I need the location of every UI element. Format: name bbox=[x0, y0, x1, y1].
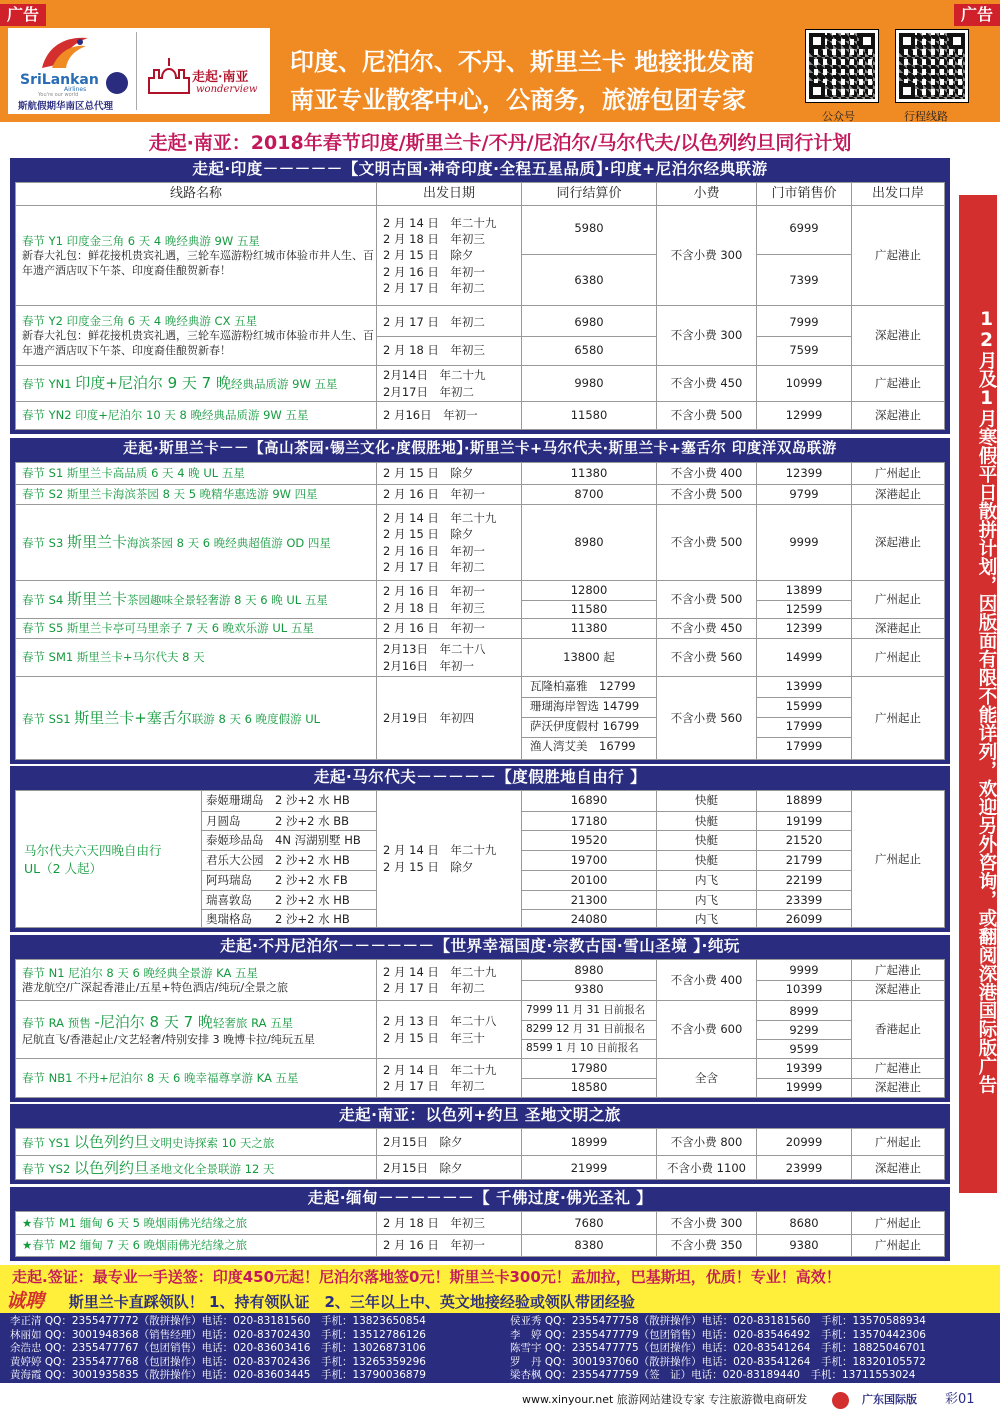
main-title: 走起·南亚：2018年春节印度/斯里兰卡/不丹/尼泊尔/马尔代夫/以色列约旦同行计划 bbox=[148, 132, 852, 154]
table-row[interactable]: 春节 SS1 斯里兰卡+塞舌尔联游 8 天 6 晚度假游 UL 2月19日 年初四 瓦隆柏嘉雅 12799 珊瑚海岸智选 14799 萨沃伊度假村 16799 渔人湾艾美 16799 不含小费 560 13999 15999 17999 17999 广州起止 bbox=[16, 676, 944, 759]
contact-entry: 李正清 QQ：2355477772（散拼操作）电话：020-83181560 手机：13823650854 bbox=[10, 1315, 426, 1327]
table-row[interactable]: 春节 S4 斯里兰卡茶园趣味全景轻奢游 8 天 6 晚 UL 五星 2 月 16 日 年初一 2 月 18 日 年初三 12800 11580 不含小费 500 13899 12599 广州起止 bbox=[16, 580, 944, 618]
slogan-line-2: 南亚专业散客中心，公商务，旅游包团专家 bbox=[290, 86, 746, 114]
maldives-name-cell: 阿玛瑞岛 2 沙+2 水 FB bbox=[202, 870, 376, 890]
maldives-name-cell: 泰姬珍品岛 4N 泻湖别墅 HB bbox=[202, 830, 376, 850]
maldives-name-cell: 泰姬珊瑚岛 2 沙+2 水 HB bbox=[206, 793, 350, 807]
section-myanmar bbox=[10, 1187, 950, 1261]
maldives-title: 走起·马尔代夫－－－－－【度假胜地自由行 】 bbox=[313, 768, 647, 786]
badge-icon bbox=[832, 1392, 849, 1409]
maldives-name-cell: 君乐大公园 2 沙+2 水 HB bbox=[202, 850, 376, 870]
maldives-retail-cell: 19199 bbox=[757, 811, 851, 831]
maldives-price-cell: 19700 bbox=[522, 850, 656, 870]
maldives-price-cell: 19520 bbox=[522, 830, 656, 850]
table-row[interactable]: 春节 RA 预售 -尼泊尔 8 天 7 晚轻奢旅 RA 五星 尼航直飞/香港起止/文艺轻奢/特别安排 3 晚博卡拉/纯玩五星 2 月 13 日 年二十八 2 月 15 日 年三十 7999 11 月 31 日前报名 8299 12 月 31 日前报名 8599 1 月 10 日前报名 不含小费 600 8999 9299 9599 香港起止 bbox=[16, 1000, 944, 1058]
section-srilanka bbox=[10, 438, 950, 764]
maldives-price-cell: 17180 bbox=[522, 811, 656, 831]
table-row[interactable]: ★春节 M2 缅甸 7 天 6 晚烟雨佛光结缘之旅 2 月 16 日 年初一 8380 不含小费 350 9380 广州起止 bbox=[16, 1234, 944, 1256]
section-india bbox=[10, 158, 950, 434]
maldives-retail-cell: 21520 bbox=[757, 830, 851, 850]
table-row[interactable]: 春节 NB1 不丹+尼泊尔 8 天 6 晚幸福尊享游 KA 五星 2 月 14 日 年二十九 2 月 17 日 年初二 17980 18580 全含 19399 19999 广起港止 深起港止 bbox=[16, 1058, 944, 1097]
airline-agent: 斯航假期华南区总代理 bbox=[18, 101, 114, 112]
ad-label-right: 广告 bbox=[954, 4, 1000, 26]
contact-entry: 梁杏枫 QQ：2355477759（签 证）电话：020-83189440 手机：13711553024 bbox=[510, 1369, 916, 1381]
brand-cn: 走起·南亚 bbox=[192, 70, 249, 85]
table-row[interactable]: 春节 N1 尼泊尔 8 天 6 晚经典全景游 KA 五星 港龙航空/广深起香港止/五星+特色酒店/纯玩/全景之旅 2 月 14 日 年二十九 2 月 17 日 年初二 8980 9380 不含小费 400 9999 10399 广起港止 深起港止 bbox=[16, 960, 944, 1000]
table-row[interactable]: 春节 SM1 斯里兰卡+马尔代夫 8 天 2月13日 年二十八 2月16日 年初一 13800 起 不含小费 560 14999 广州起止 bbox=[16, 638, 944, 676]
table-row[interactable]: ★春节 M1 缅甸 6 天 5 晚烟雨佛光结缘之旅 2 月 18 日 年初三 7680 不含小费 300 8680 广州起止 bbox=[16, 1212, 944, 1234]
contact-entry: 李 婷 QQ：2355477779（包团销售）电话：020-83546492 手机：13570442306 bbox=[510, 1328, 926, 1341]
section-israel-jordan bbox=[10, 1104, 950, 1184]
maldives-retail-cell: 21799 bbox=[757, 850, 851, 870]
srilanka-title: 走起·斯里兰卡－－【高山茶园·锡兰文化·度假胜地】·斯里兰卡+马尔代夫·斯里兰卡+塞舌尔 印度洋双岛联游 bbox=[123, 441, 837, 457]
india-title: 走起·印度－－－－－【文明古国·神奇印度·全程五星品质】·印度+尼泊尔经典联游 bbox=[192, 160, 768, 178]
recruit-banner bbox=[0, 1289, 1000, 1313]
maldives-transfer-cell: 快艇 bbox=[657, 811, 756, 831]
maldives-transfer-cell: 快艇 bbox=[695, 793, 718, 807]
table-row[interactable]: 春节 YN2 印度+尼泊尔 10 天 8 晚经典品质游 9W 五星 2 月16日 年初一 11580 不含小费 500 12999 深起港止 bbox=[16, 401, 944, 429]
table-row[interactable]: 春节 YN1 印度+尼泊尔 9 天 7 晚经典品质游 9W 五星 2月14日 年二十九 2月17日 年初二 9980 不含小费 450 10999 广起港止 bbox=[16, 365, 944, 401]
maldives-price-cell: 21300 bbox=[522, 890, 656, 910]
contact-entry: 黄海霞 QQ：3001935835（散拼操作）电话：020-83603445 手机：13790036879 bbox=[10, 1369, 426, 1381]
table-row[interactable]: 春节 YS2 以色列约旦圣地文化全景联游 12 天 2月15日 除夕 21999 不含小费 1100 23999 深起港止 bbox=[16, 1155, 944, 1180]
israel-title: 走起·南亚：以色列+约旦 圣地文明之旅 bbox=[339, 1106, 621, 1124]
table-row[interactable]: 春节 YS1 以色列约旦文明史诗探索 10 天之旅 2月15日 除夕 18999 不含小费 800 20999 广州起止 bbox=[16, 1129, 944, 1155]
section-maldives bbox=[10, 766, 950, 932]
maldives-retail-cell: 23399 bbox=[757, 890, 851, 910]
ad-label-left: 广告 bbox=[0, 4, 46, 26]
airline-sub: Airlines bbox=[64, 86, 87, 93]
contact-entry: 余浩忠 QQ：2355477767（包团销售）电话：020-83603416 手机：13026873106 bbox=[10, 1342, 426, 1354]
maldives-name-cell: 奥瑞格岛 2 沙+2 水 HB bbox=[202, 909, 376, 929]
contact-entry: 罗 丹 QQ：3001937060（散拼操作）电话：020-83541264 手机：18320105572 bbox=[510, 1355, 926, 1368]
maldives-retail-cell: 26099 bbox=[757, 909, 851, 929]
table-row[interactable]: 春节 Y2 印度金三角 6 天 4 晚经典游 CX 五星 新春大礼包：鲜花接机贵宾礼遇，三轮车巡游粉红城市体验市井人生、百年遗产酒店叹下午茶、印度裔佳酿贺新春！ 2 月 17 日 年初二 2 月 18 日 年初三 6980 6580 不含小费 300 7999 7599 深起港止 bbox=[16, 305, 944, 365]
qr-code-wechat-icon[interactable] bbox=[806, 30, 878, 102]
airline-name: SriLankan bbox=[20, 72, 99, 88]
logo-box bbox=[8, 28, 270, 114]
side-banner: 12月及1月寒假平日散拼计划，因版面有限不能详列，欢迎另外咨询，或翻阅深港国际版广告 bbox=[959, 195, 997, 1193]
taj-mahal-icon bbox=[144, 48, 194, 98]
myanmar-title: 走起·缅甸－－－－－－【 千佛过度·佛光圣礼 】 bbox=[307, 1189, 653, 1207]
maldives-name-cell: 瑞喜敦岛 2 沙+2 水 HB bbox=[202, 890, 376, 910]
srilankan-peacock-icon bbox=[38, 34, 92, 72]
edition-label: 广东国际版 bbox=[862, 1393, 917, 1406]
table-row[interactable]: 春节 S2 斯里兰卡海滨茶园 8 天 5 晚精华惠选游 9W 四星 2 月 16 日 年初一 8700 不含小费 500 9799 深港起止 bbox=[16, 484, 944, 504]
maldives-transfer-cell: 快艇 bbox=[657, 850, 756, 870]
contact-entry: 黄婷婷 QQ：2355477768（包团操作）电话：020-83702436 手机：13265359296 bbox=[10, 1355, 426, 1368]
contact-list bbox=[0, 1313, 1000, 1383]
column-header-row: 线路名称 出发日期 同行结算价 小费 门市销售价 出发口岸 bbox=[16, 183, 944, 205]
table-row[interactable]: 春节 S1 斯里兰卡高品质 6 天 4 晚 UL 五星 2 月 15 日 除夕 11380 不含小费 400 12399 广州起止 bbox=[16, 463, 944, 484]
qr-code-routes-icon[interactable] bbox=[896, 30, 968, 102]
table-row[interactable]: 马尔代夫六天四晚自由行 UL（2 人起） 泰姬珊瑚岛 2 沙+2 水 HB 月圆岛 2 沙+2 水 BB 泰姬珍品岛 4N 泻湖别墅 HB 君乐大公园 2 沙+2 水 HB 阿玛瑞岛 2 沙+2 水 FB 瑞喜敦岛 2 沙+2 水 HB 奥瑞格岛 2 沙+2 水 HB 2 月 14 日 年二十九 2 月 15 日 除夕 16890 17180 19520 19700 20100 21300 24080 快艇 快艇 快艇 快艇 内飞 内飞 内飞 18899 19199 21520 21799 22199 23399 26099 广州起止 bbox=[15, 790, 945, 928]
page-number: 彩01 bbox=[945, 1392, 975, 1407]
alliance-logo-icon bbox=[106, 72, 128, 94]
recruit-text: 斯里兰卡直踩领队！ 1、持有领队证 2、三年以上中、英文地接经验或领队带团经验 bbox=[68, 1293, 635, 1311]
bhutan-title: 走起·不丹尼泊尔－－－－－－【世界幸福国度·宗教古国·雪山圣境 】·纯玩 bbox=[220, 937, 740, 955]
website-link[interactable]: www.xinyour.net 旅游网站建设专家 专注旅游微电商研发 bbox=[522, 1393, 808, 1406]
maldives-name-cell: 月圆岛 2 沙+2 水 BB bbox=[202, 811, 376, 831]
contact-entry: 侯亚秀 QQ：2355477758（散拼操作）电话：020-83181560 手机：13570588934 bbox=[510, 1315, 926, 1327]
slogan-line-1: 印度、尼泊尔、不丹、斯里兰卡 地接批发商 bbox=[290, 48, 755, 76]
maldives-price-cell: 20100 bbox=[522, 870, 656, 890]
qr1-label: 公众号 bbox=[822, 110, 855, 123]
maldives-transfer-cell: 内飞 bbox=[657, 870, 756, 890]
airline-tagline: You're our world bbox=[38, 92, 79, 98]
visa-banner: 走起.签证：最专业一手送签：印度450元起！尼泊尔落地签0元！斯里兰卡300元！孟加拉，巴基斯坦，优质！专业！高效！ bbox=[0, 1265, 1000, 1289]
maldives-transfer-cell: 内飞 bbox=[657, 909, 756, 929]
section-bhutan-nepal bbox=[10, 935, 950, 1102]
brand-en: wonderview bbox=[196, 84, 258, 95]
table-row[interactable]: 春节 Y1 印度金三角 6 天 4 晚经典游 9W 五星 新春大礼包：鲜花接机贵宾礼遇，三轮车巡游粉红城市体验市井人生、百年遗产酒店叹下午茶、印度裔佳酿贺新春！ 2 月 14 日 年二十九 2 月 18 日 年初三 2 月 15 日 除夕 2 月 16 日 年初一 2 月 17 日 年初二 5980 6380 不含小费 300 6999 7399 广起港止 bbox=[16, 205, 944, 305]
maldives-retail-cell: 18899 bbox=[785, 793, 823, 807]
contact-entry: 陈雪宇 QQ：2355477775（包团操作）电话：020-83541264 手机：18825046701 bbox=[510, 1342, 926, 1354]
maldives-price-cell: 16890 bbox=[570, 793, 608, 807]
table-row[interactable]: 春节 S5 斯里兰卡亭可马里亲子 7 天 6 晚欢乐游 UL 五星 2 月 16 日 年初一 11380 不含小费 450 12399 深港起止 bbox=[16, 618, 944, 638]
contact-entry: 林丽如 QQ：3001948368（销售经理）电话：020-83702430 手机：13512786126 bbox=[10, 1328, 426, 1341]
maldives-transfer-cell: 快艇 bbox=[657, 830, 756, 850]
table-row[interactable]: 春节 S3 斯里兰卡海滨茶园 8 天 6 晚经典超值游 OD 四星 2 月 14 日 年二十九 2 月 15 日 除夕 2 月 16 日 年初一 2 月 17 日 年初二 8980 不含小费 500 9999 深起港止 bbox=[16, 504, 944, 580]
bottom-bar bbox=[0, 1385, 1000, 1415]
maldives-price-cell: 24080 bbox=[522, 909, 656, 929]
maldives-transfer-cell: 内飞 bbox=[657, 890, 756, 910]
recruit-label: 诚聘 bbox=[6, 1290, 45, 1312]
maldives-retail-cell: 22199 bbox=[757, 870, 851, 890]
qr2-label: 行程线路 bbox=[904, 110, 948, 123]
